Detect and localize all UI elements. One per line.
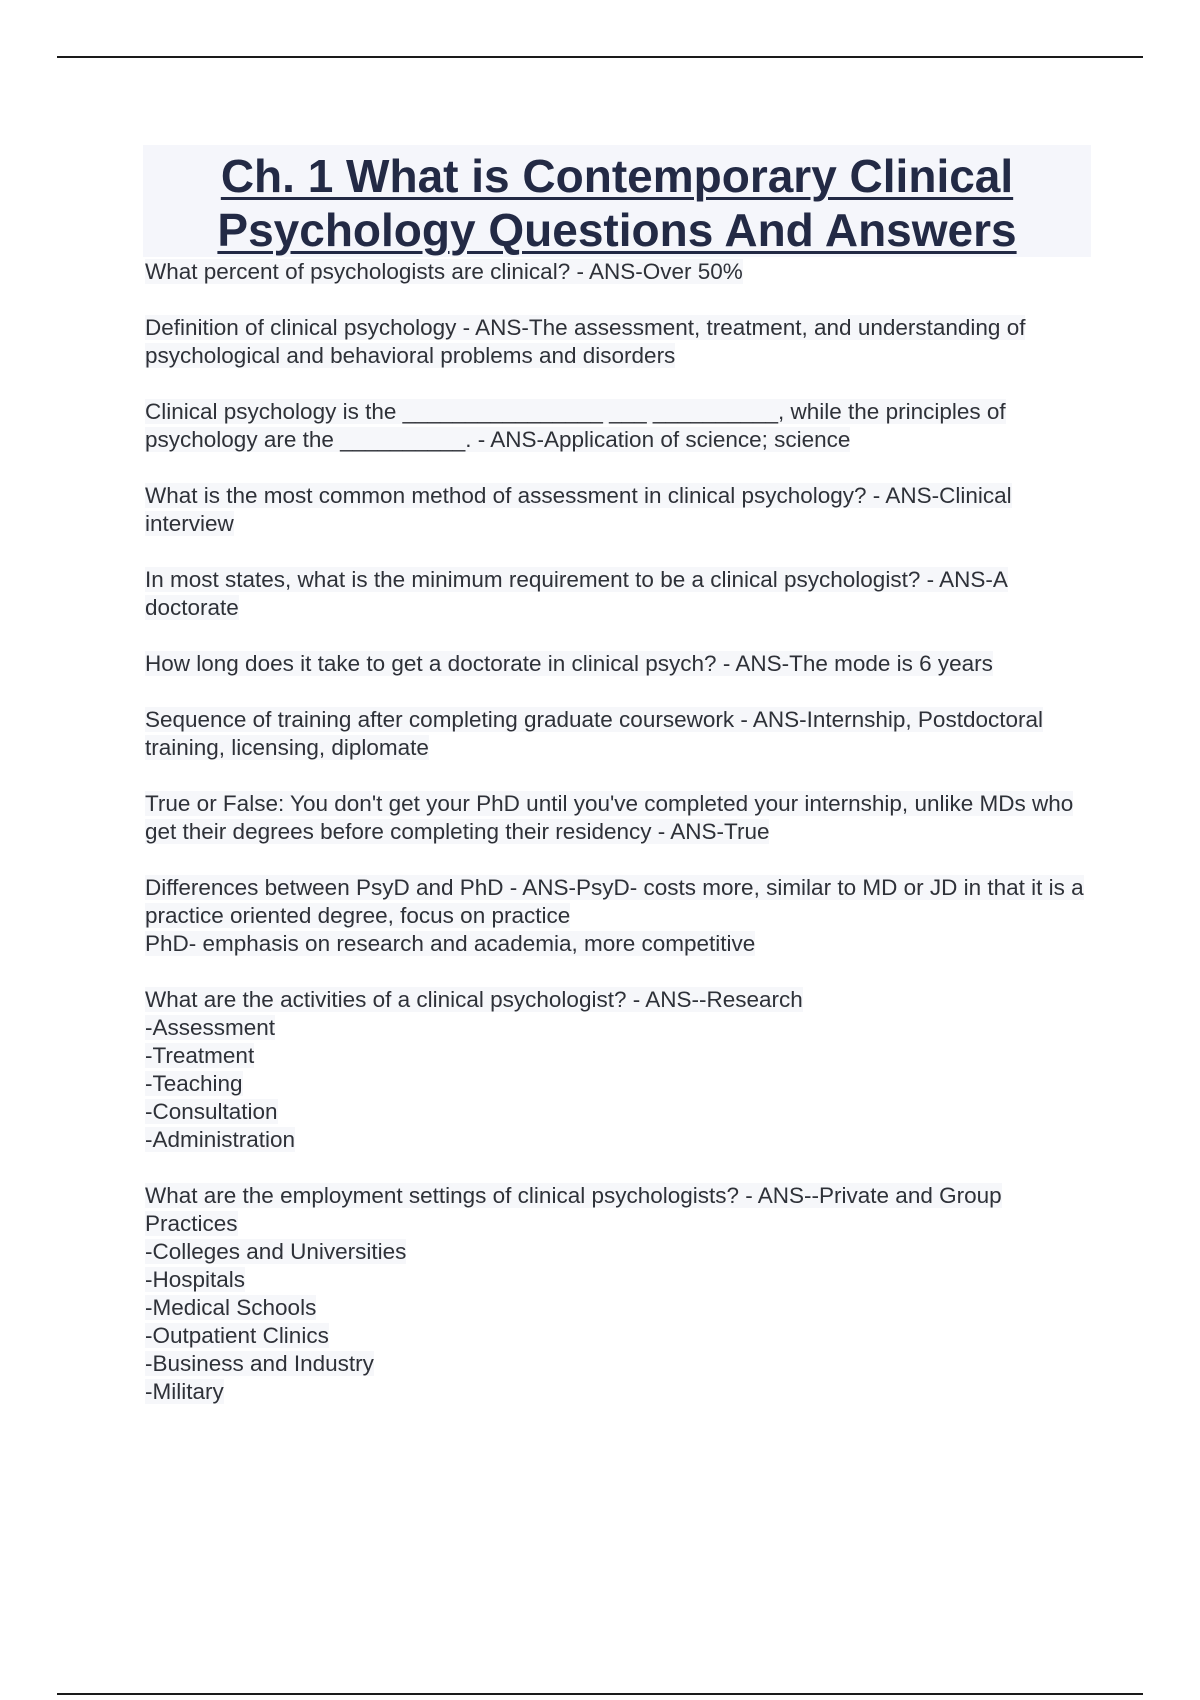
qa-text: Clinical psychology is the ________________ ___ __________, while the principles of psychology are the __________. - ANS-Application of science; science: [145, 399, 1006, 452]
qa-text: True or False: You don't get your PhD until you've completed your internship, unlike MDs who get their degrees before completing their residency - ANS-True: [145, 791, 1074, 844]
qa-text: What is the most common method of assessment in clinical psychology? - ANS-Clinical interview: [145, 483, 1012, 536]
qa-text: Differences between PsyD and PhD - ANS-PsyD- costs more, similar to MD or JD in that it is a practice oriented degree, focus on practice PhD- emphasis on research and academia, more competitive: [145, 875, 1084, 956]
qa-item-8: [145, 790, 1090, 846]
qa-text: Sequence of training after completing graduate coursework - ANS-Internship, Postdoctoral training, licensing, diplomate: [145, 707, 1043, 760]
qa-text: What are the employment settings of clinical psychologists? - ANS--Private and Group Practices -Colleges and Universities -Hospitals -Medical Schools -Outpatient Clinics -Business and Industry -Military: [145, 1183, 1002, 1404]
qa-text: What percent of psychologists are clinical? - ANS-Over 50%: [145, 259, 743, 284]
document-title: [143, 145, 1091, 257]
qa-item-1: [145, 258, 1090, 286]
qa-item-9: [145, 874, 1090, 958]
top-rule: [57, 56, 1143, 58]
qa-item-10: [145, 986, 1090, 1154]
qa-item-2: [145, 314, 1090, 370]
qa-item-6: [145, 650, 1090, 678]
qa-text: How long does it take to get a doctorate in clinical psych? - ANS-The mode is 6 years: [145, 651, 993, 676]
qa-item-5: [145, 566, 1090, 622]
title-block: [143, 145, 1091, 257]
qa-item-4: [145, 482, 1090, 538]
document-title-text: Ch. 1 What is Contemporary Clinical Psychology Questions And Answers: [217, 150, 1017, 256]
bottom-rule: [57, 1693, 1143, 1695]
qa-item-11: [145, 1182, 1090, 1406]
qa-list: [145, 258, 1090, 1434]
qa-text: In most states, what is the minimum requirement to be a clinical psychologist? - ANS-A doctorate: [145, 567, 1008, 620]
qa-text: Definition of clinical psychology - ANS-The assessment, treatment, and understanding of psychological and behavioral problems and disorders: [145, 315, 1026, 368]
qa-text: What are the activities of a clinical psychologist? - ANS--Research -Assessment -Treatment -Teaching -Consultation -Administration: [145, 987, 803, 1152]
qa-item-7: [145, 706, 1090, 762]
qa-item-3: [145, 398, 1090, 454]
